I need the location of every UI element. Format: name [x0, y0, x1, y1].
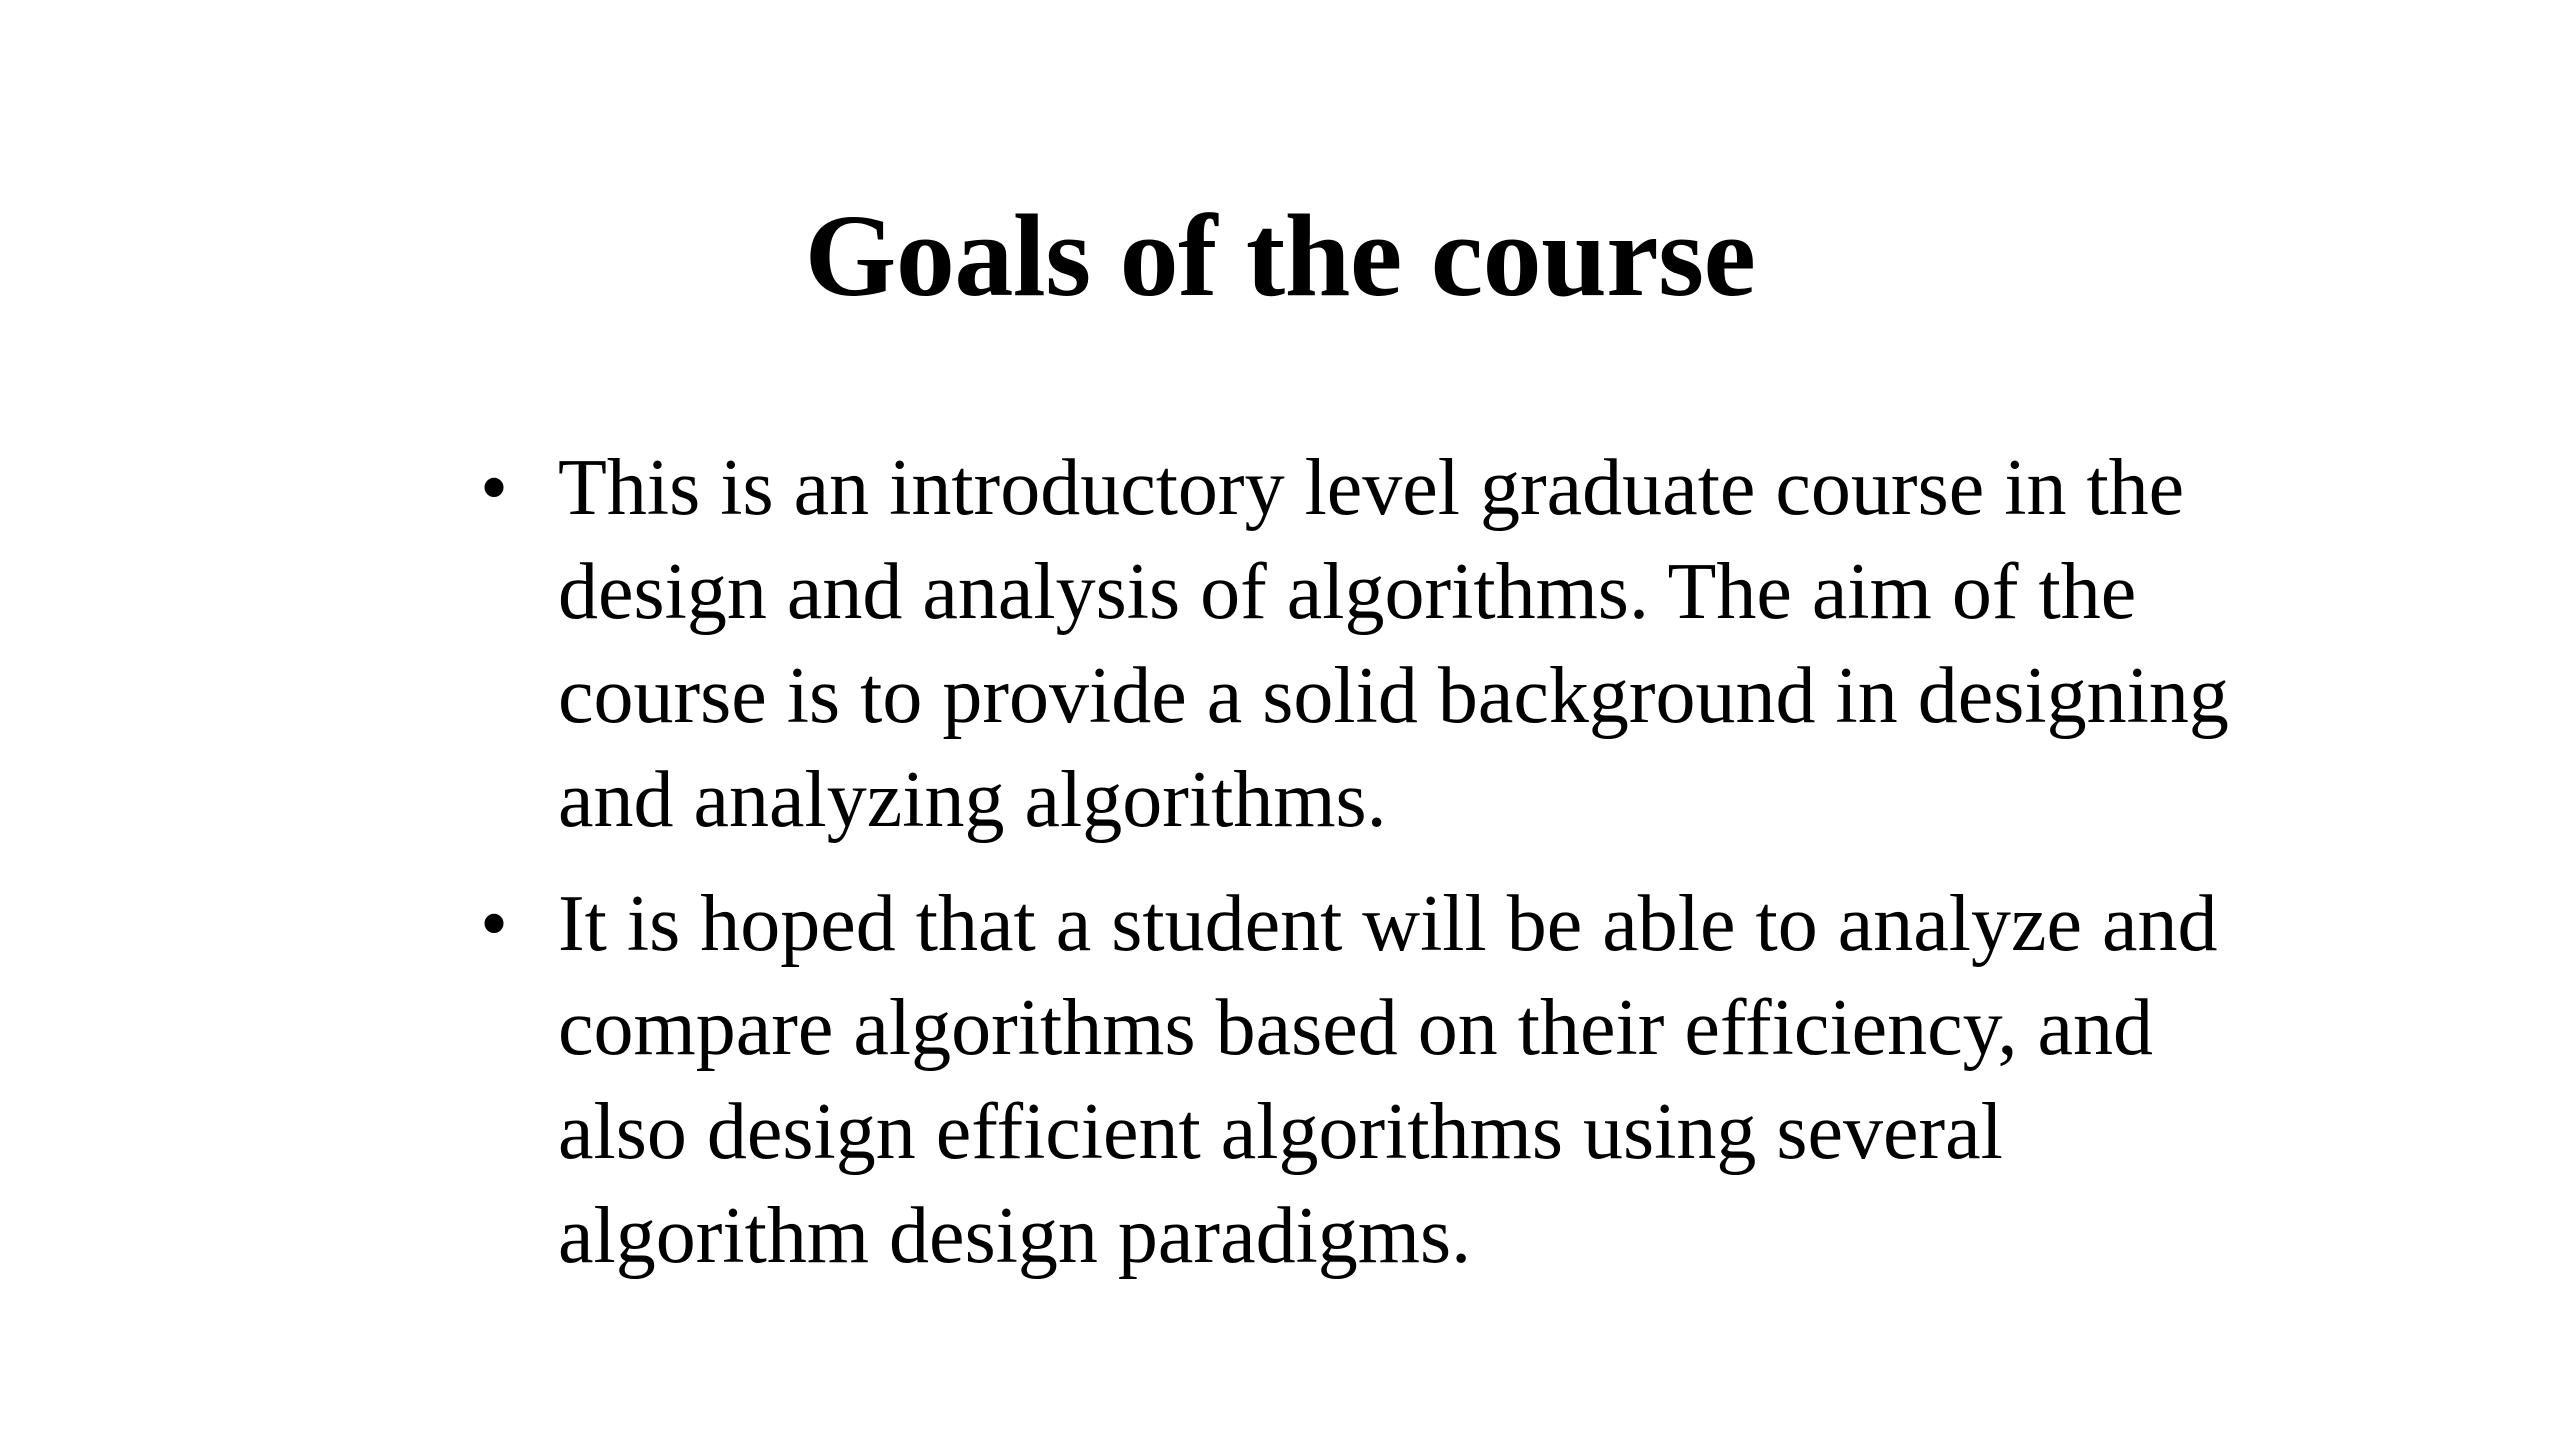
bullet-line: This is an introductory level graduate course in the	[558, 444, 2185, 532]
bullet-line: It is hoped that a student will be able to analyze and	[558, 880, 2218, 968]
bullet-marker: •	[480, 880, 509, 968]
bullet-marker: •	[480, 444, 509, 532]
bullet-line: algorithm design paradigms.	[558, 1192, 1472, 1280]
bullet-line: compare algorithms based on their efficiency, and	[558, 984, 2153, 1072]
bullet-list	[480, 436, 2490, 1308]
bullet-item-student-outcomes	[480, 872, 2490, 1288]
bullet-line: also design efficient algorithms using several	[558, 1088, 2003, 1176]
bullet-line: and analyzing algorithms.	[558, 756, 1387, 844]
bullet-line: design and analysis of algorithms. The aim of the	[558, 548, 2137, 636]
bullet-line: course is to provide a solid background in designing	[558, 652, 2229, 740]
bullet-item-course-intro	[480, 436, 2490, 852]
slide-title: Goals of the course	[804, 190, 1756, 321]
